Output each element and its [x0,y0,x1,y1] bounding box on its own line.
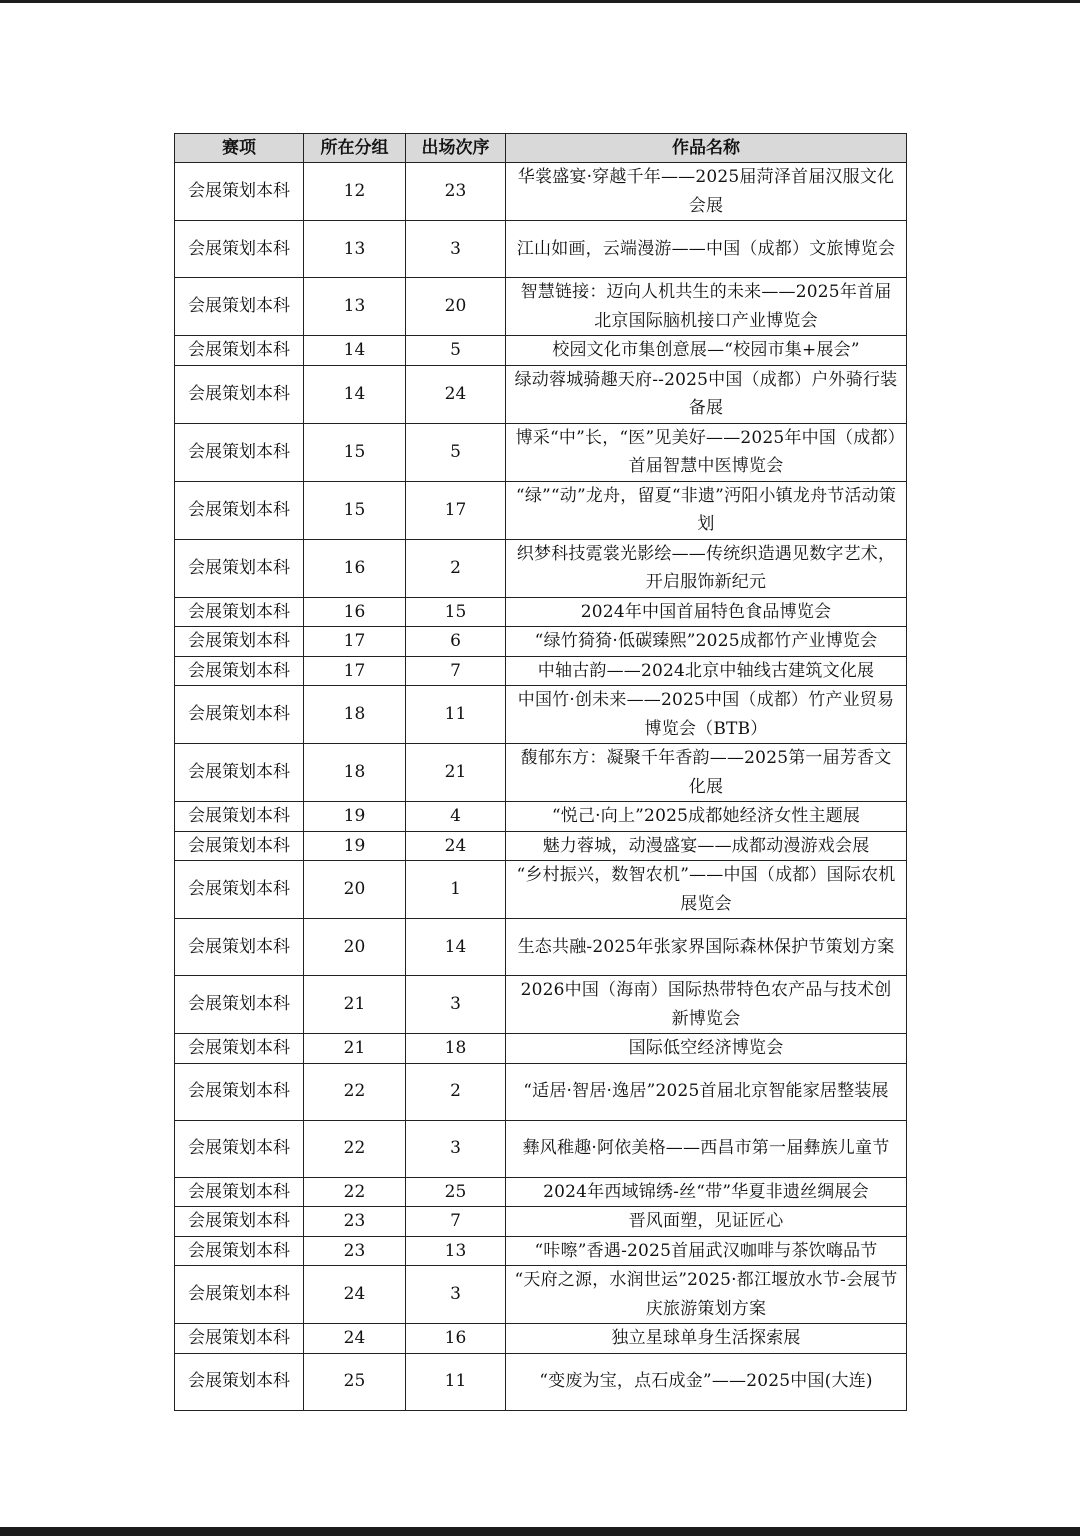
cell-order: 11 [406,686,506,744]
cell-group: 17 [304,627,406,657]
cell-group: 20 [304,861,406,919]
cell-order: 5 [406,336,506,366]
cell-title: 中轴古韵——2024北京中轴线古建筑文化展 [506,656,907,686]
cell-event: 会展策划本科 [175,1034,304,1064]
cell-order: 7 [406,1207,506,1237]
cell-event: 会展策划本科 [175,423,304,481]
cell-event: 会展策划本科 [175,1063,304,1120]
header-row [175,134,907,163]
cell-event: 会展策划本科 [175,1236,304,1266]
cell-group: 21 [304,976,406,1034]
cell-group: 19 [304,831,406,861]
header-order: 出场次序 [406,134,506,163]
cell-event: 会展策划本科 [175,919,304,976]
cell-event: 会展策划本科 [175,1353,304,1410]
cell-order: 14 [406,919,506,976]
table-row [175,861,907,919]
table-row [175,919,907,976]
cell-group: 20 [304,919,406,976]
cell-group: 25 [304,1353,406,1410]
cell-event: 会展策划本科 [175,802,304,832]
cell-group: 14 [304,336,406,366]
table-header [175,134,907,163]
cell-event: 会展策划本科 [175,1266,304,1324]
header-group: 所在分组 [304,134,406,163]
cell-order: 5 [406,423,506,481]
cell-event: 会展策划本科 [175,1324,304,1354]
cell-title: 2026中国（海南）国际热带特色农产品与技术创新博览会 [506,976,907,1034]
cell-event: 会展策划本科 [175,744,304,802]
cell-group: 22 [304,1120,406,1177]
cell-title: 校园文化市集创意展—“校园市集+展会” [506,336,907,366]
cell-group: 12 [304,163,406,221]
cell-title: 博采“中”长，“医”见美好——2025年中国（成都）首届智慧中医博览会 [506,423,907,481]
cell-order: 17 [406,481,506,539]
cell-title: “天府之源，水润世运”2025·都江堰放水节-会展节庆旅游策划方案 [506,1266,907,1324]
cell-event: 会展策划本科 [175,278,304,336]
cell-order: 24 [406,831,506,861]
cell-order: 1 [406,861,506,919]
cell-order: 18 [406,1034,506,1064]
table-row [175,1324,907,1354]
cell-order: 3 [406,976,506,1034]
cell-event: 会展策划本科 [175,481,304,539]
cell-title: 晋风面塑，见证匠心 [506,1207,907,1237]
cell-order: 3 [406,1266,506,1324]
cell-title: “悦己·向上”2025成都她经济女性主题展 [506,802,907,832]
header-title: 作品名称 [506,134,907,163]
cell-order: 20 [406,278,506,336]
table-row [175,1034,907,1064]
cell-title: 智慧链接：迈向人机共生的未来——2025年首届北京国际脑机接口产业博览会 [506,278,907,336]
table-row [175,802,907,832]
cell-order: 24 [406,365,506,423]
cell-group: 18 [304,686,406,744]
cell-group: 23 [304,1207,406,1237]
cell-title: 生态共融-2025年张家界国际森林保护节策划方案 [506,919,907,976]
cell-event: 会展策划本科 [175,861,304,919]
cell-title: “适居·智居·逸居”2025首届北京智能家居整装展 [506,1063,907,1120]
cell-title: 国际低空经济博览会 [506,1034,907,1064]
table-row [175,656,907,686]
cell-title: 魅力蓉城，动漫盛宴——成都动漫游戏会展 [506,831,907,861]
table-row [175,1063,907,1120]
cell-title: “咔嚓”香遇-2025首届武汉咖啡与茶饮嗨品节 [506,1236,907,1266]
cell-event: 会展策划本科 [175,221,304,278]
table-row [175,1207,907,1237]
cell-order: 16 [406,1324,506,1354]
cell-event: 会展策划本科 [175,365,304,423]
cell-order: 2 [406,539,506,597]
table-row [175,336,907,366]
table-row [175,539,907,597]
table-row [175,1120,907,1177]
table-row [175,278,907,336]
cell-order: 7 [406,656,506,686]
cell-group: 24 [304,1324,406,1354]
table-row [175,976,907,1034]
cell-event: 会展策划本科 [175,336,304,366]
table-row [175,686,907,744]
table-row [175,627,907,657]
cell-event: 会展策划本科 [175,627,304,657]
cell-title: “绿”“动”龙舟，留夏“非遗”沔阳小镇龙舟节活动策划 [506,481,907,539]
cell-title: 2024年西域锦绣-丝“带”华夏非遗丝绸展会 [506,1177,907,1207]
cell-order: 25 [406,1177,506,1207]
cell-title: 江山如画，云端漫游——中国（成都）文旅博览会 [506,221,907,278]
cell-order: 6 [406,627,506,657]
cell-group: 13 [304,221,406,278]
cell-group: 16 [304,597,406,627]
cell-title: 中国竹·创未来——2025中国（成都）竹产业贸易博览会（BTB） [506,686,907,744]
results-table [174,133,907,1411]
cell-title: 2024年中国首届特色食品博览会 [506,597,907,627]
cell-title: 华裳盛宴·穿越千年——2025届菏泽首届汉服文化会展 [506,163,907,221]
cell-group: 13 [304,278,406,336]
cell-group: 22 [304,1063,406,1120]
cell-event: 会展策划本科 [175,1207,304,1237]
cell-group: 16 [304,539,406,597]
table-row [175,481,907,539]
cell-event: 会展策划本科 [175,831,304,861]
cell-group: 17 [304,656,406,686]
cell-group: 19 [304,802,406,832]
cell-group: 23 [304,1236,406,1266]
cell-order: 3 [406,221,506,278]
cell-group: 18 [304,744,406,802]
cell-event: 会展策划本科 [175,686,304,744]
table-row [175,744,907,802]
table-row [175,1266,907,1324]
table-row [175,1177,907,1207]
cell-group: 14 [304,365,406,423]
cell-group: 21 [304,1034,406,1064]
table-row [175,163,907,221]
cell-order: 11 [406,1353,506,1410]
table-row [175,365,907,423]
cell-title: 绿动蓉城骑趣天府--2025中国（成都）户外骑行装备展 [506,365,907,423]
cell-order: 15 [406,597,506,627]
cell-group: 22 [304,1177,406,1207]
table-row [175,1236,907,1266]
cell-order: 21 [406,744,506,802]
bottom-edge-bar [0,1527,1080,1536]
cell-event: 会展策划本科 [175,976,304,1034]
cell-title: “变废为宝，点石成金”——2025中国(大连) [506,1353,907,1410]
cell-order: 13 [406,1236,506,1266]
table-row [175,1353,907,1410]
table-body [175,163,907,1411]
table-row [175,597,907,627]
cell-title: 独立星球单身生活探索展 [506,1324,907,1354]
cell-event: 会展策划本科 [175,656,304,686]
cell-event: 会展策划本科 [175,163,304,221]
cell-event: 会展策划本科 [175,1120,304,1177]
cell-title: “绿竹猗猗·低碳臻熙”2025成都竹产业博览会 [506,627,907,657]
cell-order: 23 [406,163,506,221]
cell-event: 会展策划本科 [175,539,304,597]
table-row [175,831,907,861]
cell-order: 3 [406,1120,506,1177]
top-edge-bar [0,0,1080,3]
cell-group: 24 [304,1266,406,1324]
cell-title: 馥郁东方：凝聚千年香韵——2025第一届芳香文化展 [506,744,907,802]
table-row [175,221,907,278]
table-row [175,423,907,481]
cell-event: 会展策划本科 [175,597,304,627]
cell-group: 15 [304,423,406,481]
cell-title: “乡村振兴，数智农机”——中国（成都）国际农机展览会 [506,861,907,919]
cell-group: 15 [304,481,406,539]
cell-order: 4 [406,802,506,832]
cell-title: 彝风稚趣·阿依美格——西昌市第一届彝族儿童节 [506,1120,907,1177]
header-event: 赛项 [175,134,304,163]
cell-order: 2 [406,1063,506,1120]
cell-event: 会展策划本科 [175,1177,304,1207]
cell-title: 织梦科技霓裳光影绘——传统织造遇见数字艺术，开启服饰新纪元 [506,539,907,597]
